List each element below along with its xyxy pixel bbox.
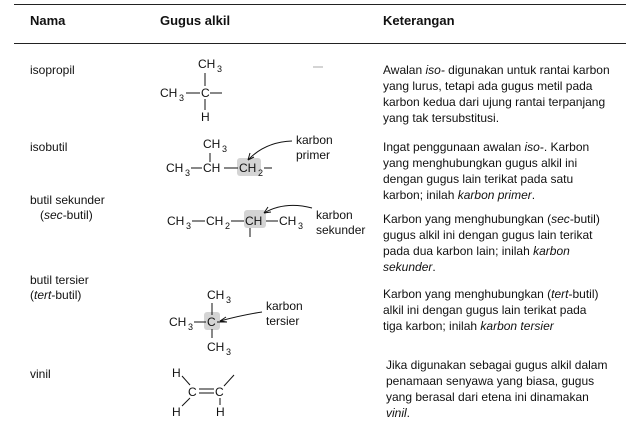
note-line: [383, 110, 628, 126]
note-text: yang tak tersubstitusi.: [383, 111, 500, 125]
chem-atom: C: [201, 86, 210, 100]
note-line: [383, 302, 628, 318]
label-karbon-primer-2: primer: [296, 148, 331, 162]
chem-atom: CH: [198, 57, 216, 71]
note-line: [383, 259, 628, 275]
chem-atom: H: [201, 110, 210, 124]
row-isopropil-name: isopropil: [30, 63, 75, 77]
note-text: dengan gugus lain terikat pada satu: [383, 172, 574, 186]
note-line: [383, 139, 628, 155]
note-line: [386, 357, 631, 373]
label-karbon-sekunder-1: karbon: [316, 208, 353, 222]
note-text: -butil): [568, 287, 599, 301]
chem-atom: CH: [206, 214, 224, 228]
note-text: vinil: [386, 406, 407, 420]
chem-atom: CH: [207, 288, 225, 302]
chem-subscript: 3: [188, 322, 194, 332]
note-text: -butil): [569, 212, 600, 226]
note-line: [383, 187, 628, 203]
note-text: .: [432, 260, 436, 274]
note-text: yang berasal dari etena ini dinamakan: [386, 390, 589, 404]
chem-atom: C: [207, 315, 216, 329]
note-text: yang lurus, tetapi ada gugus metil pada: [383, 79, 593, 93]
chem-atom: CH: [207, 340, 225, 354]
note-text: . Karbon: [543, 140, 590, 154]
chem-atom: CH: [245, 214, 263, 228]
sec-butyl-structure: [150, 195, 380, 245]
chem-atom: CH: [239, 161, 257, 175]
note-line: [383, 318, 628, 334]
note-text: karbon; inilah: [383, 188, 458, 202]
chem-subscript: 3: [298, 221, 304, 231]
note-line: [383, 171, 628, 187]
note-line: [386, 405, 631, 421]
chem-subscript: 3: [226, 295, 232, 305]
chem-atom: CH: [279, 214, 297, 228]
note-text: karbon kedua dari ujung rantai terpanjang: [383, 95, 606, 109]
label-karbon-sekunder-2: sekunder: [316, 223, 366, 237]
label-karbon-tersier-2: tersier: [266, 314, 300, 328]
row-sec-butyl-note: [383, 211, 628, 275]
note-line: [386, 389, 631, 405]
row-isobutil-note: [383, 139, 628, 203]
note-text: karbon tersier: [480, 319, 554, 333]
chem-subscript: 3: [179, 93, 185, 103]
note-text: .: [406, 406, 411, 420]
chem-subscript: 2: [225, 221, 231, 231]
row-isobutil-name: isobutil: [30, 140, 68, 154]
row-vinyl-note: [386, 357, 631, 421]
chem-atom: C: [215, 385, 224, 399]
note-line: [383, 78, 628, 94]
chem-atom: CH: [160, 86, 178, 100]
note-text: Jika digunakan sebagai gugus alkil dalam: [386, 358, 608, 372]
chem-atom: CH: [169, 315, 187, 329]
note-line: [383, 155, 628, 171]
note-text: yang menghubungkan gugus alkil ini: [383, 156, 578, 170]
note-text: tiga karbon; inilah: [383, 319, 481, 333]
note-line: [383, 94, 628, 110]
chem-subscript: 3: [226, 347, 232, 357]
note-text: digunakan untuk rantai karbon: [444, 63, 610, 77]
note-text: penamaan senyawa yang biasa, gugus: [386, 374, 595, 388]
note-text: Karbon yang menghubungkan (: [383, 212, 552, 226]
note-text: iso-: [524, 140, 544, 154]
row-tert-butyl-note: [383, 286, 628, 334]
note-text: karbon primer: [457, 188, 532, 202]
chem-atom: CH: [166, 161, 184, 175]
label-karbon-primer-1: karbon: [296, 133, 333, 147]
chem-atom: H: [216, 405, 225, 419]
header-name: Nama: [30, 13, 66, 28]
note-line: [383, 227, 628, 243]
isobutyl-structure: [150, 132, 380, 182]
chem-subscript: 3: [217, 64, 223, 74]
chem-subscript: 2: [258, 168, 264, 178]
note-line: [383, 211, 628, 227]
chem-atom: H: [172, 405, 181, 419]
chem-atom: C: [188, 385, 197, 399]
header-rule: [14, 43, 626, 44]
note-line: [383, 286, 628, 302]
note-text: iso-: [425, 63, 445, 77]
note-text: Karbon yang menghubungkan (: [383, 287, 552, 301]
chem-subscript: 3: [222, 144, 228, 154]
note-text: sekunder: [383, 260, 433, 274]
header-group: Gugus alkil: [160, 13, 231, 28]
note-text: alkil ini dengan gugus lain terikat pada: [383, 303, 587, 317]
label-karbon-tersier-1: karbon: [266, 299, 303, 313]
row-sec-butyl-name: butil sekunder (sec-butil): [30, 193, 105, 222]
isopropyl-structure: [150, 55, 380, 125]
note-text: .: [531, 188, 536, 202]
row-tert-butyl-name: butil tersier (tert-butil): [30, 273, 89, 302]
chem-atom: CH: [203, 161, 221, 175]
note-text: gugus alkil ini dengan gugus lain terikat: [383, 228, 593, 242]
chem-subscript: 3: [185, 168, 191, 178]
note-text: sec: [551, 212, 570, 226]
header-note: Keterangan: [383, 13, 455, 28]
note-line: [386, 373, 631, 389]
chem-atom: H: [172, 366, 181, 380]
note-text: tert: [551, 287, 569, 301]
row-vinyl-name: vinil: [30, 367, 51, 381]
note-line: [383, 243, 628, 259]
note-line: [383, 62, 628, 78]
note-text: karbon: [533, 244, 570, 258]
chem-subscript: 3: [186, 221, 192, 231]
table-top-rule: [14, 4, 626, 5]
vinyl-structure: [150, 360, 380, 420]
note-text: pada dua karbon lain; inilah: [383, 244, 534, 258]
tert-butyl-structure: [150, 282, 380, 356]
chem-atom: CH: [203, 137, 221, 151]
chem-atom: CH: [167, 214, 185, 228]
row-isopropil-note: [383, 62, 628, 126]
note-text: Awalan: [383, 63, 426, 77]
note-text: Ingat penggunaan awalan: [383, 140, 525, 154]
